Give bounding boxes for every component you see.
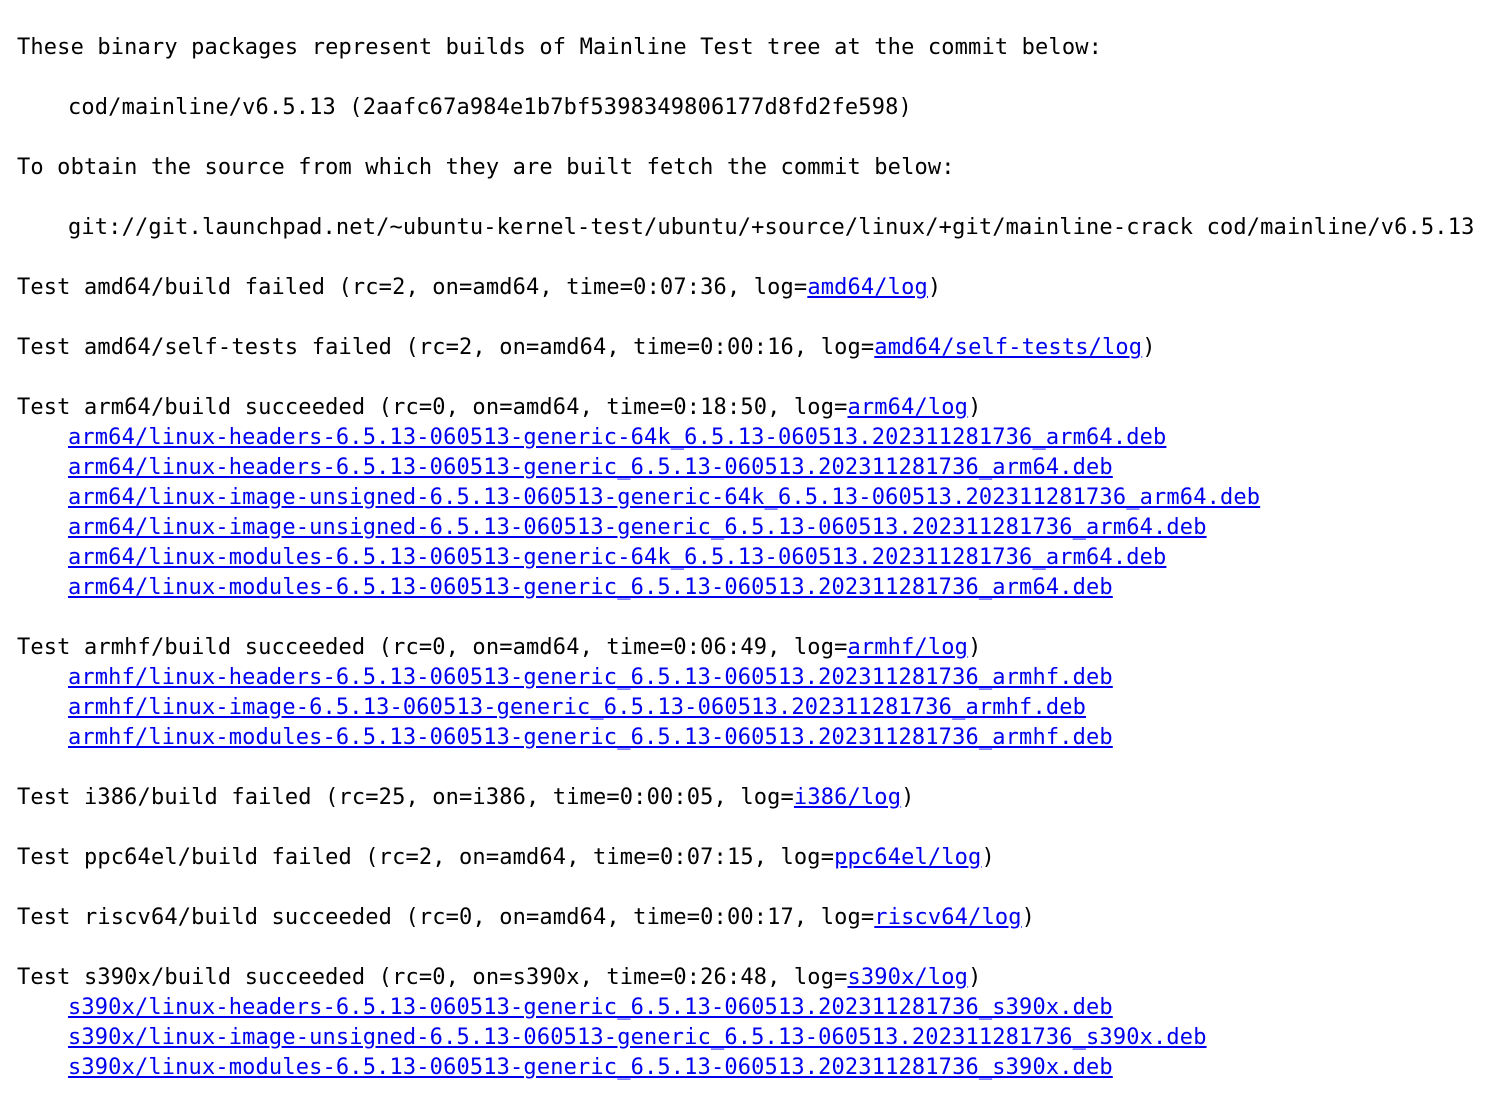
test-status-line — [17, 843, 1497, 873]
package-file-row — [17, 573, 1497, 603]
spacer — [17, 603, 1497, 633]
test-block — [17, 333, 1497, 393]
log-link[interactable]: i386/log — [793, 785, 902, 810]
package-file-row — [17, 543, 1497, 573]
spacer — [17, 303, 1497, 333]
test-status-suffix: ) — [1142, 335, 1156, 360]
package-file-link[interactable]: arm64/linux-modules-6.5.13-060513-generic-64k_6.5.13-060513.202311281736_arm64.deb — [68, 545, 1167, 570]
log-link[interactable]: riscv64/log — [874, 905, 1022, 930]
spacer — [17, 363, 1497, 393]
build-report — [17, 33, 1497, 1113]
test-status-line — [17, 903, 1497, 933]
log-link[interactable]: s390x/log — [847, 965, 969, 990]
package-file-row — [17, 693, 1497, 723]
package-file-row — [17, 513, 1497, 543]
log-link[interactable]: amd64/self-tests/log — [874, 335, 1143, 360]
test-status-text: Test amd64/self-tests failed (rc=2, on=amd64, time=0:00:16, log= — [17, 335, 875, 360]
test-status-line — [17, 963, 1497, 993]
test-status-suffix: ) — [901, 785, 915, 810]
log-link[interactable]: amd64/log — [807, 275, 928, 300]
package-file-link[interactable]: arm64/linux-modules-6.5.13-060513-generic_6.5.13-060513.202311281736_arm64.deb — [68, 575, 1113, 600]
log-link[interactable]: arm64/log — [847, 395, 969, 420]
package-file-link[interactable]: s390x/linux-modules-6.5.13-060513-generic_6.5.13-060513.202311281736_s390x.deb — [68, 1055, 1113, 1080]
spacer — [17, 813, 1497, 843]
spacer — [17, 753, 1497, 783]
test-block — [17, 393, 1497, 633]
test-status-text: Test ppc64el/build failed (rc=2, on=amd64, time=0:07:15, log= — [17, 845, 835, 870]
package-file-link[interactable]: arm64/linux-headers-6.5.13-060513-generic_6.5.13-060513.202311281736_arm64.deb — [68, 455, 1113, 480]
package-file-link[interactable]: s390x/linux-headers-6.5.13-060513-generic_6.5.13-060513.202311281736_s390x.deb — [68, 995, 1113, 1020]
package-file-link[interactable]: armhf/linux-modules-6.5.13-060513-generic_6.5.13-060513.202311281736_armhf.deb — [68, 725, 1113, 750]
git-reference: git://git.launchpad.net/~ubuntu-kernel-test/ubuntu/+source/linux/+git/mainline-crack cod/mainline/v6.5.13 — [68, 215, 1475, 240]
package-file-link[interactable]: armhf/linux-image-6.5.13-060513-generic_6.5.13-060513.202311281736_armhf.deb — [68, 695, 1087, 720]
package-file-row — [17, 663, 1497, 693]
test-block — [17, 963, 1497, 1113]
intro-text: These binary packages represent builds of Mainline Test tree at the commit below: — [17, 35, 1103, 60]
package-file-row — [17, 723, 1497, 753]
test-status-text: Test i386/build failed (rc=25, on=i386, time=0:00:05, log= — [17, 785, 794, 810]
package-file-row — [17, 993, 1497, 1023]
spacer — [17, 63, 1497, 93]
test-results — [17, 273, 1497, 1113]
test-status-line — [17, 783, 1497, 813]
test-status-line — [17, 393, 1497, 423]
test-status-text: Test arm64/build succeeded (rc=0, on=amd64, time=0:18:50, log= — [17, 395, 848, 420]
package-file-link[interactable]: arm64/linux-headers-6.5.13-060513-generic-64k_6.5.13-060513.202311281736_arm64.deb — [68, 425, 1167, 450]
spacer — [17, 123, 1497, 153]
test-status-suffix: ) — [968, 965, 982, 990]
spacer — [17, 183, 1497, 213]
test-status-suffix: ) — [927, 275, 942, 300]
test-block — [17, 783, 1497, 843]
test-block — [17, 903, 1497, 963]
package-file-row — [17, 423, 1497, 453]
log-link[interactable]: armhf/log — [847, 635, 969, 660]
package-file-link[interactable]: arm64/linux-image-unsigned-6.5.13-060513-generic_6.5.13-060513.202311281736_arm64.deb — [68, 515, 1207, 540]
package-file-row — [17, 483, 1497, 513]
package-file-link[interactable]: armhf/linux-headers-6.5.13-060513-generic_6.5.13-060513.202311281736_armhf.deb — [68, 665, 1113, 690]
test-status-text: Test riscv64/build succeeded (rc=0, on=amd64, time=0:00:17, log= — [17, 905, 875, 930]
package-file-row — [17, 1053, 1497, 1083]
test-block — [17, 633, 1497, 783]
spacer — [17, 933, 1497, 963]
test-status-suffix: ) — [968, 395, 982, 420]
test-block — [17, 273, 1497, 333]
package-file-row — [17, 1023, 1497, 1053]
test-status-suffix: ) — [981, 845, 995, 870]
spacer — [17, 873, 1497, 903]
test-status-line — [17, 273, 1497, 303]
test-status-text: Test armhf/build succeeded (rc=0, on=amd64, time=0:06:49, log= — [17, 635, 848, 660]
package-file-link[interactable]: arm64/linux-image-unsigned-6.5.13-060513-generic-64k_6.5.13-060513.202311281736_arm64.deb — [68, 485, 1261, 510]
test-status-text: Test s390x/build succeeded (rc=0, on=s390x, time=0:26:48, log= — [17, 965, 848, 990]
spacer — [17, 1083, 1497, 1113]
test-status-suffix: ) — [968, 635, 982, 660]
commit-reference: cod/mainline/v6.5.13 (2aafc67a984e1b7bf5398349806177d8fd2fe598) — [68, 95, 912, 120]
log-link[interactable]: ppc64el/log — [834, 845, 982, 870]
test-status-suffix: ) — [1021, 905, 1036, 930]
package-file-link[interactable]: s390x/linux-image-unsigned-6.5.13-060513-generic_6.5.13-060513.202311281736_s390x.deb — [68, 1025, 1207, 1050]
test-status-line — [17, 333, 1497, 363]
spacer — [17, 243, 1497, 273]
source-instructions: To obtain the source from which they are built fetch the commit below: — [17, 155, 955, 180]
test-status-text: Test amd64/build failed (rc=2, on=amd64, time=0:07:36, log= — [17, 275, 808, 300]
test-status-line — [17, 633, 1497, 663]
package-file-row — [17, 453, 1497, 483]
test-block — [17, 843, 1497, 903]
